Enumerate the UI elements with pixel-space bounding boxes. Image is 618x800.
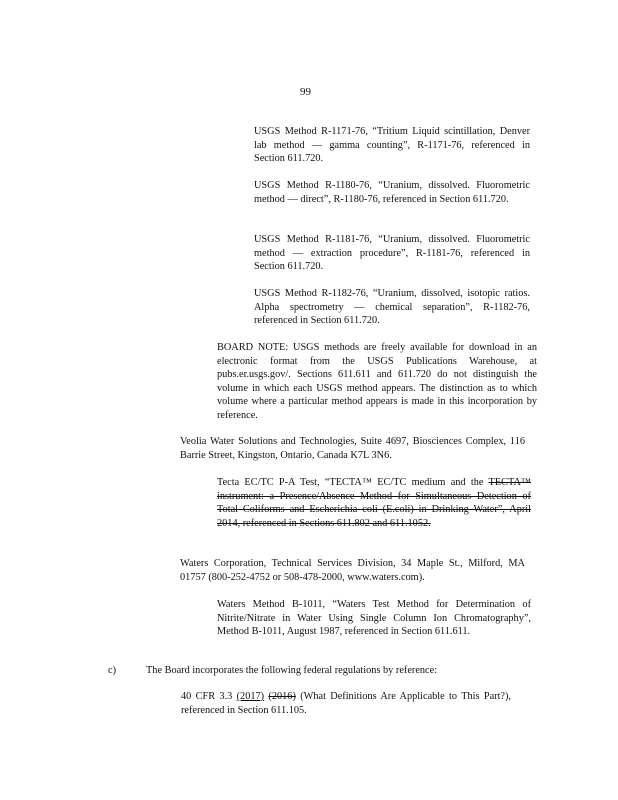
usgs-ref-1181 (254, 233, 530, 274)
tecta-plain-text: Tecta EC/TC P-A Test, “TECTA™ EC/TC medium and the (217, 477, 489, 488)
tecta-text (217, 476, 531, 530)
usgs-ref-text: USGS Method R-1180-76, “Uranium, dissolved. Fluorometric method — direct”, R-1180-76, referenced in Section 611.720. (254, 180, 530, 205)
tecta-entry (217, 476, 531, 530)
cfr-inserted-year: (2017) (236, 691, 265, 702)
item-c-text: The Board incorporates the following federal regulations by reference: (146, 665, 438, 676)
waters-method-entry (217, 598, 531, 639)
veolia-entry (180, 435, 525, 462)
page-number: 99 (300, 86, 311, 98)
waters-entry (180, 557, 525, 584)
tecta-deleted-text: TECTA™ instrument: a Presence/Absence Method for Simultaneous Detection of Total Coliforms and Escherichia coli (E.coli) in Drinking Water”, April 2014, referenced in Sections 611.802 and 611.1052. (217, 477, 531, 529)
usgs-ref-text: USGS Method R-1182-76, “Uranium, dissolved, isotopic ratios. Alpha spectrometry — chemical separation”, R-1182-76, referenced in Section 611.720. (254, 288, 530, 326)
usgs-ref-1182 (254, 287, 530, 328)
item-c-marker: c) (108, 665, 116, 676)
veolia-text: Veolia Water Solutions and Technologies, Suite 4697, Biosciences Complex, 116 Barrie Street, Kingston, Ontario, Canada K7L 3N6. (180, 436, 525, 461)
usgs-ref-1171 (254, 125, 530, 166)
usgs-ref-1180 (254, 179, 530, 206)
waters-text: Waters Corporation, Technical Services Division, 34 Maple St., Milford, MA 01757 (800-252-4752 or 508-478-2000, www.waters.com). (180, 558, 525, 583)
cfr-entry (181, 690, 511, 717)
waters-method-text: Waters Method B-1011, “Waters Test Method for Determination of Nitrite/Nitrate in Water Using Single Column Ion Chromatography”, Method B-1011, August 1987, referenced in Section 611.611. (217, 599, 531, 637)
cfr-prefix: 40 CFR 3.3 (181, 691, 237, 702)
board-note (217, 341, 537, 422)
usgs-ref-text: USGS Method R-1171-76, “Tritium Liquid scintillation, Denver lab method — gamma counting”, R-1171-76, referenced in Section 611.720. (254, 126, 530, 164)
cfr-text (181, 690, 511, 717)
cfr-deleted-year: (2016) (268, 691, 296, 702)
board-note-text: BOARD NOTE: USGS methods are freely available for download in an electronic format from the USGS Publications Warehouse, at pubs.er.usgs.gov/. Sections 611.611 and 611.720 do not distinguish the volume in which each USGS method appears. The distinction as to which volume where a particular method appears is made in this incorporation by reference. (217, 342, 537, 421)
usgs-ref-text: USGS Method R-1181-76, “Uranium, dissolved. Fluorometric method — extraction procedure”, R-1181-76, referenced in Section 611.720. (254, 234, 530, 272)
cfr-rest: (What Definitions Are Applicable to This Part?), referenced in Section 611.105. (181, 691, 512, 716)
